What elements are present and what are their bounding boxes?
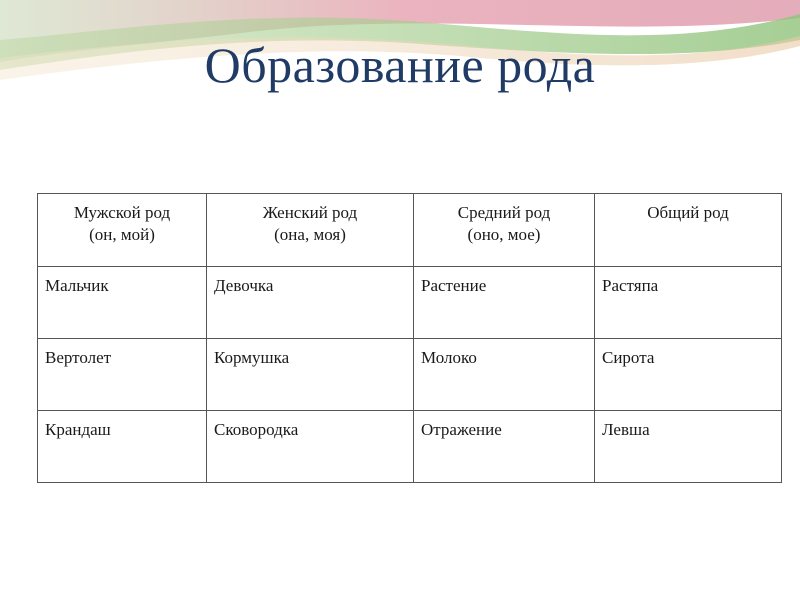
table-cell: Сковородка [207, 411, 414, 483]
table-cell: Девочка [207, 267, 414, 339]
table-row [38, 411, 782, 483]
header-common [595, 194, 782, 267]
header-masculine [38, 194, 207, 267]
header-neuter [414, 194, 595, 267]
table-cell: Кормушка [207, 339, 414, 411]
header-masculine-pronouns: (он, мой) [89, 225, 155, 244]
header-common-title: Общий род [647, 203, 729, 222]
table-cell: Молоко [414, 339, 595, 411]
header-neuter-title: Средний род [457, 203, 551, 222]
table-row [38, 339, 782, 411]
table-cell: Вертолет [38, 339, 207, 411]
table-cell: Мальчик [38, 267, 207, 339]
table-cell: Крандаш [38, 411, 207, 483]
slide-title: Образование рода [204, 37, 596, 93]
header-feminine [207, 194, 414, 267]
header-masculine-title: Мужской род [73, 203, 171, 222]
table-cell: Левша [595, 411, 782, 483]
header-neuter-pronouns: (оно, мое) [467, 225, 541, 244]
table-row [38, 267, 782, 339]
header-feminine-title: Женский род [262, 203, 358, 222]
table-cell: Сирота [595, 339, 782, 411]
table-cell: Растение [414, 267, 595, 339]
table-cell: Растяпа [595, 267, 782, 339]
header-feminine-pronouns: (она, моя) [274, 225, 346, 244]
table-cell: Отражение [414, 411, 595, 483]
gender-table [37, 193, 782, 483]
table-header-row [38, 194, 782, 267]
